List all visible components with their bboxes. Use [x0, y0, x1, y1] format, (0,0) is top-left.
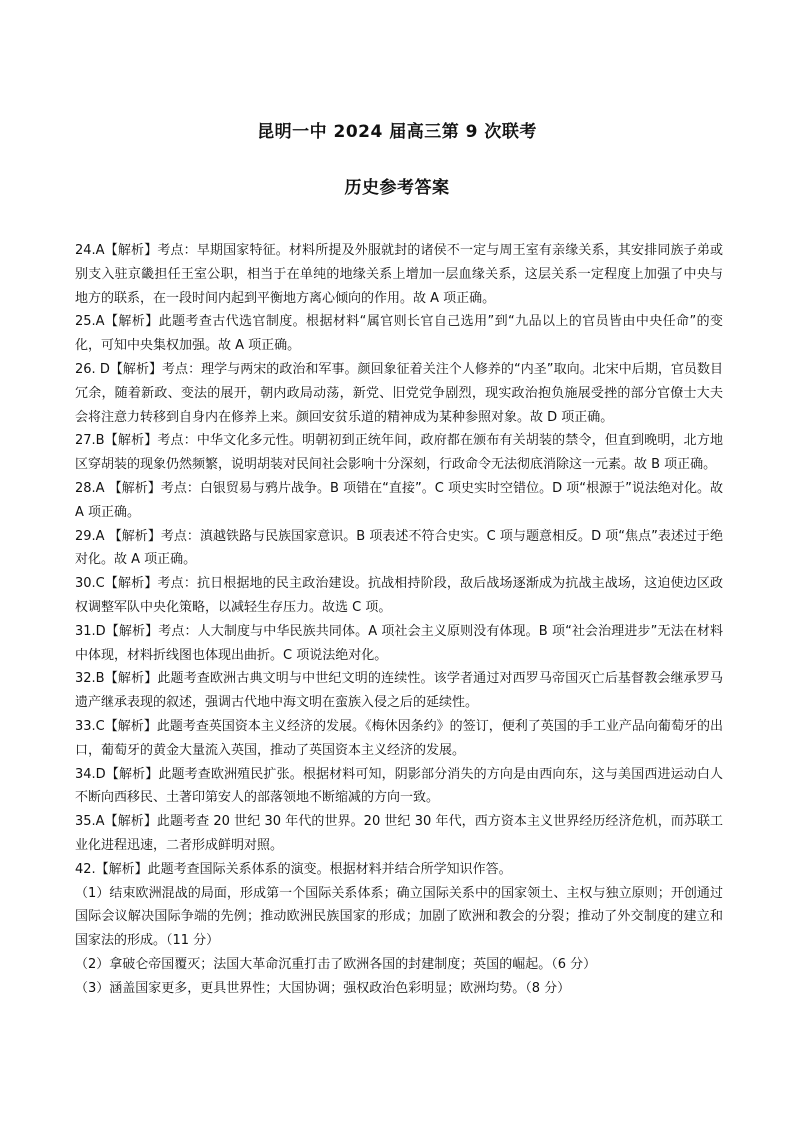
answer-32: 32.B【解析】此题考查欧洲古典文明与中世纪文明的连续性。该学者通过对西罗马帝国灭亡后基督教会继承罗马遗产继承表现的叙述，强调古代地中海文明在蛮族入侵之后的延续性。 — [75, 671, 723, 711]
answer-42-intro: 42.【解析】此题考查国际关系体系的演变。根据材料并结合所学知识作答。 — [75, 861, 512, 877]
answer-28: 28.A 【解析】考点：白银贸易与鸦片战争。B 项错在“直接”。C 项史实时空错位。D 项“根源于”说法绝对化。故 A 项正确。 — [75, 480, 723, 520]
answer-25: 25.A【解析】此题考查古代选官制度。根据材料“属官则长官自己选用”到“九品以上的官员皆由中央任命”的变化，可知中央集权加强。故 A 项正确。 — [75, 314, 723, 354]
document-title: 昆明一中 2024 届高三第 9 次联考 — [257, 122, 537, 142]
answer-34: 34.D【解析】此题考查欧洲殖民扩张。根据材料可知，阴影部分消失的方向是由西向东，这与美国西进运动白人不断向西移民、土著印第安人的部落领地不断缩减的方向一致。 — [75, 766, 723, 806]
answer-33: 33.C【解析】此题考查英国资本主义经济的发展。《梅休因条约》的签订，便利了英国的手工业产品向葡萄牙的出口，葡萄牙的黄金大量流入英国，推动了英国资本主义经济的发展。 — [75, 718, 723, 758]
answer-35: 35.A【解析】此题考查 20 世纪 30 年代的世界。20 世纪 30 年代，西方资本主义世界经历经济危机，而苏联工业化进程迅速，二者形成鲜明对照。 — [75, 814, 723, 853]
answer-24: 24.A【解析】考点：早期国家特征。材料所提及外服就封的诸侯不一定与周王室有亲缘关系，其安排同族子弟或别支入驻京畿担任王室公职，相当于在单纯的地缘关系上增加一层血缘关系，这层关系一定程度上加强了中央与地方的联系，在一段时间内起到平衡地方离心倾向的作用。故 A 项正确。 — [75, 243, 723, 306]
answer-42-part-1: （1）结束欧洲混战的局面，形成第一个国际关系体系；确立国际关系中的国家领土、主权与独立原则；开创通过国际会议解决国际争端的先例；推动欧洲民族国家的形成；加剧了欧洲和教会的分裂；推动了外交制度的建立和国家法的形成。（11 分） — [75, 885, 723, 949]
answer-30: 30.C【解析】考点：抗日根据地的民主政治建设。抗战相持阶段，敌后战场逐渐成为抗战主战场，这迫使边区政权调整军队中央化策略，以减轻生存压力。故选 C 项。 — [75, 576, 723, 615]
answer-29: 29.A 【解析】考点：滇越铁路与民族国家意识。B 项表述不符合史实。C 项与题意相反。D 项“焦点”表述过于绝对化。故 A 项正确。 — [75, 528, 723, 568]
answer-27: 27.B【解析】考点：中华文化多元性。明朝初到正统年间，政府都在颁布有关胡装的禁令，但直到晚明，北方地区穿胡装的现象仍然频繁，说明胡装对民间社会影响十分深刻，行政命令无法彻底消除这一元素。故 B 项正确。 — [75, 433, 723, 473]
answer-31: 31.D【解析】考点：人大制度与中华民族共同体。A 项社会主义原则没有体现。B 项“社会治理进步”无法在材料中体现，材料折线图也体现出曲折。C 项说法绝对化。 — [75, 623, 723, 663]
answer-26: 26. D【解析】考点：理学与两宋的政治和军事。颜回象征着关注个人修养的“内圣”取向。北宋中后期，官员数目冗余，随着新政、变法的展开，朝内政局动荡，新党、旧党党争剧烈，现实政治抱负施展受挫的部分官僚士大夫会将注意力转移到自身内在修养上来。颜回安贫乐道的精神成为某种参照对象。故 D 项正确。 — [75, 361, 723, 425]
answer-42-part-3: （3）涵盖国家更多，更具世界性；大国协调；强权政治色彩明显；欧洲均势。（8 分） — [75, 980, 571, 996]
document-subtitle: 历史参考答案 — [344, 178, 450, 198]
answer-content — [75, 239, 723, 1001]
answer-42-part-2: （2）拿破仑帝国覆灭；法国大革命沉重打击了欧洲各国的封建制度；英国的崛起。（6 分） — [75, 956, 597, 972]
